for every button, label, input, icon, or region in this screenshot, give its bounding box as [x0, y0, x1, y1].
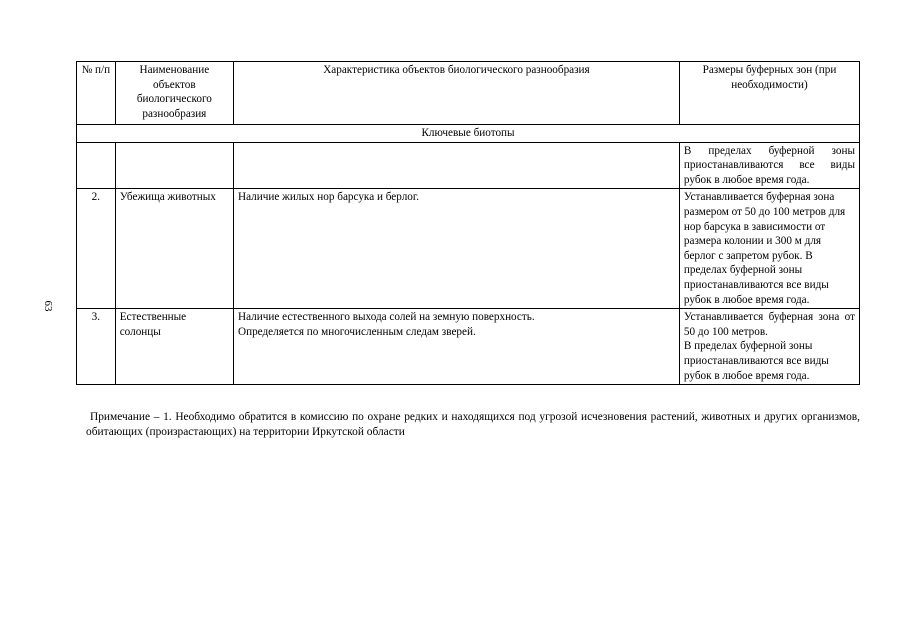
- row-object-name: Естественные солонцы: [115, 309, 233, 385]
- row-buffer-zone: [679, 309, 859, 385]
- buffer-zone-text: Устанавливается буферная зона от 50 до 100 метров.: [683, 311, 855, 338]
- row-characteristic: [234, 309, 680, 385]
- buffer-zone-text: Устанавливается буферная зона размером от 50 до 100 метров для нор барсука в зависимости от размера колонии и 300 м для берлог с запретом рубок. В пределах буферной зоны приостанавливаются все виды рубок в любое время года.: [683, 191, 846, 306]
- table-row: [77, 309, 860, 385]
- table-row: [77, 142, 860, 189]
- header-object-name: Наименование объектов биологического разнообразия: [115, 62, 233, 125]
- buffer-zone-text: В пределах буферной зоны приостанавливаются все виды рубок в любое время года.: [683, 144, 855, 186]
- row-characteristic: [234, 189, 680, 309]
- row-buffer-zone: [679, 142, 859, 189]
- biotopes-table: [76, 61, 860, 385]
- page-number: 63: [42, 300, 54, 312]
- characteristic-text: Наличие естественного выхода солей на земную поверхность.: [238, 311, 535, 324]
- row-number: 3.: [77, 309, 116, 385]
- row-number: 2.: [77, 189, 116, 309]
- header-number: № п/п: [77, 62, 116, 125]
- table-header-row: [77, 62, 860, 125]
- section-row: [77, 125, 860, 143]
- characteristic-text: Наличие жилых нор барсука и берлог.: [238, 191, 419, 204]
- row-buffer-zone: [679, 189, 859, 309]
- section-title: Ключевые биотопы: [77, 125, 860, 143]
- buffer-zone-text: В пределах буферной зоны приостанавливаются все виды рубок в любое время года.: [683, 340, 829, 382]
- characteristic-text: Определяется по многочисленным следам зверей.: [238, 325, 476, 338]
- table-row: [77, 189, 860, 309]
- row-object-name: Убежища животных: [115, 189, 233, 309]
- header-buffer-zone: Размеры буферных зон (при необходимости): [679, 62, 859, 125]
- row-object-name: [115, 142, 233, 189]
- row-number: [77, 142, 116, 189]
- header-characteristic: Характеристика объектов биологического разнообразия: [234, 62, 680, 125]
- row-characteristic: [234, 142, 680, 189]
- footnote: Примечание – 1. Необходимо обратится в комиссию по охране редких и находящихся под угрозой исчезновения растений, животных и других организмов, обитающих (произрастающих) на территории Иркутской области: [86, 411, 860, 438]
